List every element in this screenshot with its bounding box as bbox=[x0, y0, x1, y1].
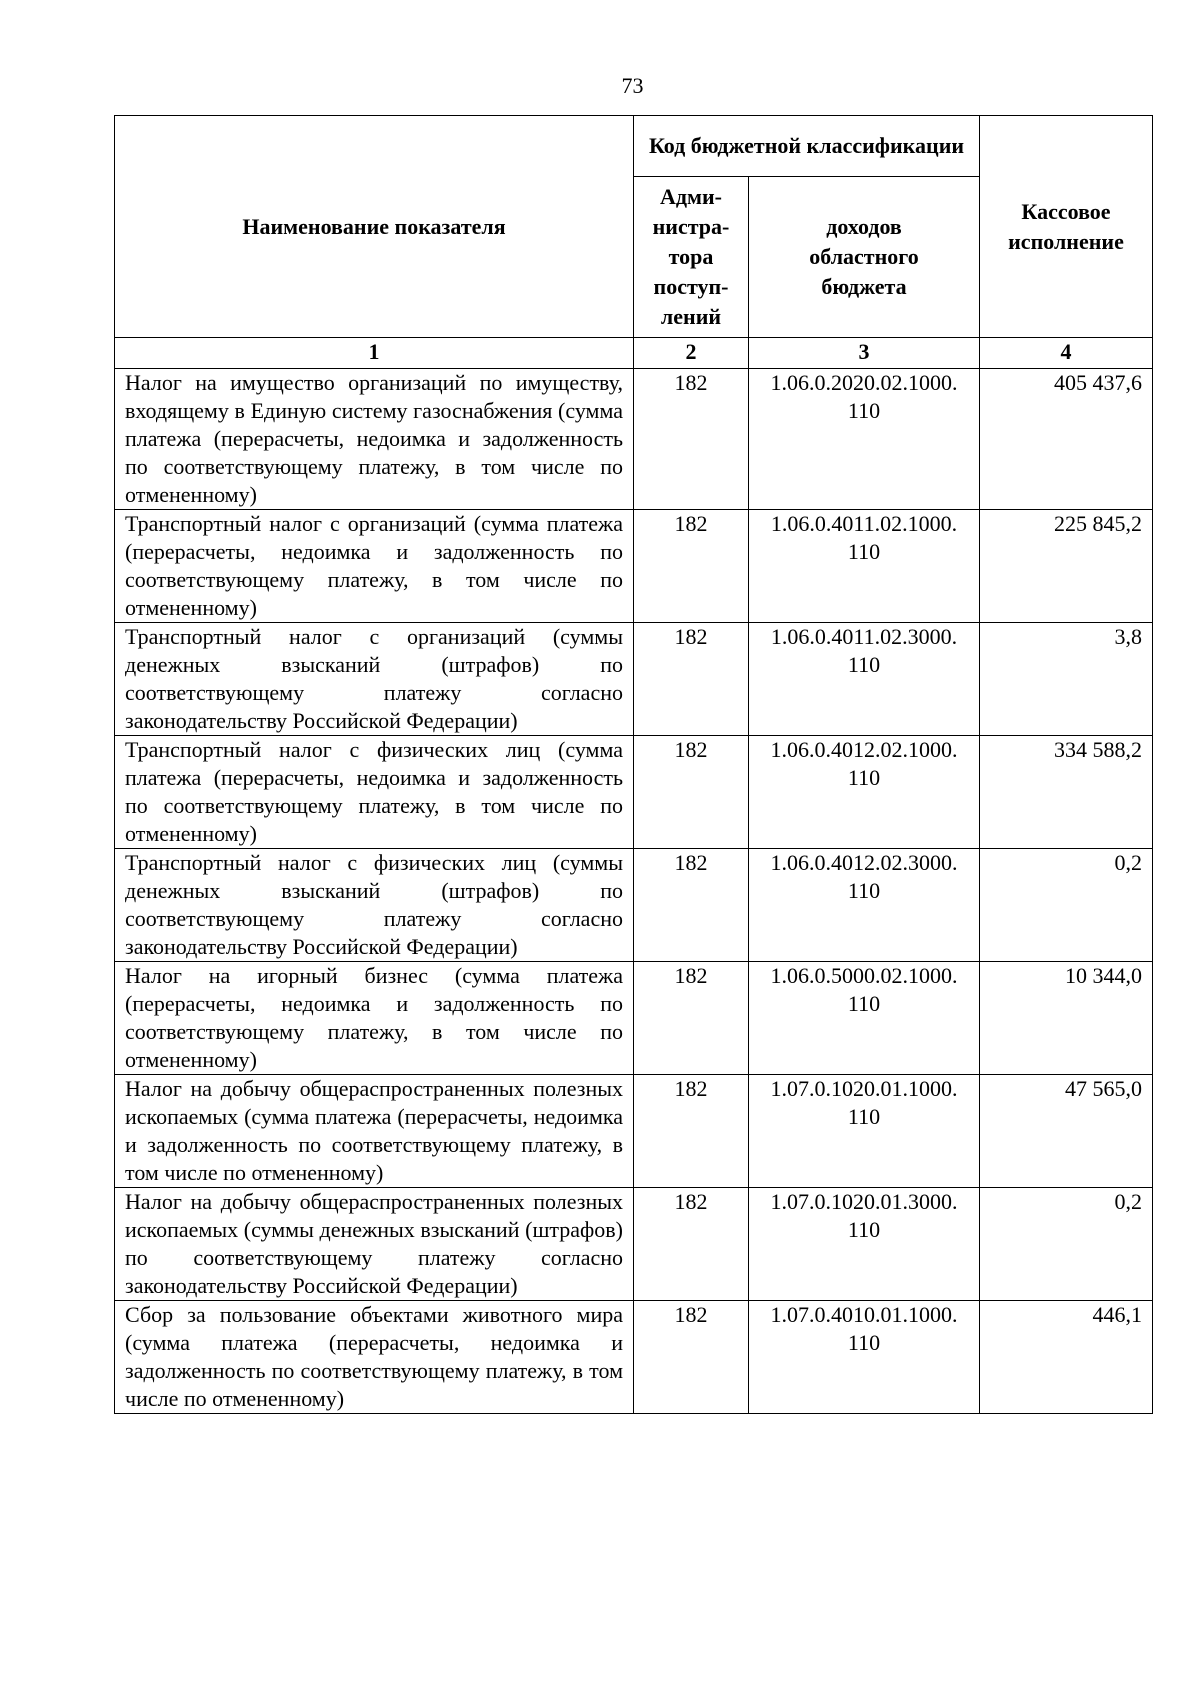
cash-execution-amount-cell: 47 565,0 bbox=[980, 1075, 1153, 1188]
cash-execution-amount-cell: 3,8 bbox=[980, 623, 1153, 736]
indicator-name-cell: Налог на добычу общераспространенных полезных ископаемых (сумма платежа (перерасчеты, недоимка и задолженность по соответствующему платежу, в том числе по отмененному) bbox=[115, 1075, 634, 1188]
administrator-code-cell: 182 bbox=[634, 623, 749, 736]
column-number: 3 bbox=[749, 338, 980, 369]
administrator-code-cell: 182 bbox=[634, 1188, 749, 1301]
cash-execution-amount-cell: 225 845,2 bbox=[980, 510, 1153, 623]
table-row bbox=[115, 1075, 1153, 1188]
header-regional-budget-income: доходов областного бюджета bbox=[749, 177, 980, 338]
table-row bbox=[115, 736, 1153, 849]
cash-execution-amount-cell: 405 437,6 bbox=[980, 369, 1153, 510]
table-row bbox=[115, 623, 1153, 736]
table-row bbox=[115, 510, 1153, 623]
income-code-cell: 1.06.0.4011.02.3000. 110 bbox=[749, 623, 980, 736]
cash-execution-amount-cell: 334 588,2 bbox=[980, 736, 1153, 849]
income-code-cell: 1.07.0.1020.01.1000. 110 bbox=[749, 1075, 980, 1188]
table-row bbox=[115, 1188, 1153, 1301]
header-revenue-administrator: Адми- нистра- тора поступ- лений bbox=[634, 177, 749, 338]
cash-execution-amount-cell: 10 344,0 bbox=[980, 962, 1153, 1075]
header-cash-execution: Кассовое исполнение bbox=[980, 116, 1153, 338]
administrator-code-cell: 182 bbox=[634, 1075, 749, 1188]
administrator-code-cell: 182 bbox=[634, 962, 749, 1075]
indicator-name-cell: Транспортный налог с организаций (сумма платежа (перерасчеты, недоимка и задолженность по соответствующему платежу, в том числе по отмененному) bbox=[115, 510, 634, 623]
table-row bbox=[115, 369, 1153, 510]
income-code-cell: 1.07.0.1020.01.3000. 110 bbox=[749, 1188, 980, 1301]
administrator-code-cell: 182 bbox=[634, 369, 749, 510]
table-row bbox=[115, 1301, 1153, 1414]
budget-revenue-table bbox=[114, 115, 1153, 1414]
income-code-cell: 1.06.0.2020.02.1000. 110 bbox=[749, 369, 980, 510]
cash-execution-amount-cell: 0,2 bbox=[980, 849, 1153, 962]
indicator-name-cell: Сбор за пользование объектами животного мира (сумма платежа (перерасчеты, недоимка и задолженность по соответствующему платежу, в том числе по отмененному) bbox=[115, 1301, 634, 1414]
income-code-cell: 1.06.0.5000.02.1000. 110 bbox=[749, 962, 980, 1075]
cash-execution-amount-cell: 0,2 bbox=[980, 1188, 1153, 1301]
income-code-cell: 1.06.0.4011.02.1000. 110 bbox=[749, 510, 980, 623]
indicator-name-cell: Налог на имущество организаций по имуществу, входящему в Единую систему газоснабжения (сумма платежа (перерасчеты, недоимка и задолженность по соответствующему платежу, в том числе по отмененному) bbox=[115, 369, 634, 510]
page-number: 73 bbox=[621, 73, 644, 98]
indicator-name-cell: Налог на добычу общераспространенных полезных ископаемых (суммы денежных взысканий (штрафов) по соответствующему платежу согласно законодательству Российской Федерации) bbox=[115, 1188, 634, 1301]
header-indicator-name: Наименование показателя bbox=[115, 116, 634, 338]
indicator-name-cell: Транспортный налог с организаций (суммы денежных взысканий (штрафов) по соответствующему платежу согласно законодательству Российской Федерации) bbox=[115, 623, 634, 736]
income-code-cell: 1.07.0.4010.01.1000. 110 bbox=[749, 1301, 980, 1414]
column-number: 2 bbox=[634, 338, 749, 369]
column-number: 1 bbox=[115, 338, 634, 369]
income-code-cell: 1.06.0.4012.02.3000. 110 bbox=[749, 849, 980, 962]
cash-execution-amount-cell: 446,1 bbox=[980, 1301, 1153, 1414]
table-row bbox=[115, 962, 1153, 1075]
indicator-name-cell: Транспортный налог с физических лиц (сумма платежа (перерасчеты, недоимка и задолженность по соответствующему платежу, в том числе по отмененному) bbox=[115, 736, 634, 849]
column-number: 4 bbox=[980, 338, 1153, 369]
column-number-row bbox=[115, 338, 1153, 369]
indicator-name-cell: Налог на игорный бизнес (сумма платежа (перерасчеты, недоимка и задолженность по соответствующему платежу, в том числе по отмененному) bbox=[115, 962, 634, 1075]
indicator-name-cell: Транспортный налог с физических лиц (суммы денежных взысканий (штрафов) по соответствующему платежу согласно законодательству Российской Федерации) bbox=[115, 849, 634, 962]
administrator-code-cell: 182 bbox=[634, 849, 749, 962]
table-row bbox=[115, 849, 1153, 962]
income-code-cell: 1.06.0.4012.02.1000. 110 bbox=[749, 736, 980, 849]
header-budget-code-group: Код бюджетной классификации bbox=[634, 116, 980, 177]
administrator-code-cell: 182 bbox=[634, 510, 749, 623]
administrator-code-cell: 182 bbox=[634, 736, 749, 849]
administrator-code-cell: 182 bbox=[634, 1301, 749, 1414]
